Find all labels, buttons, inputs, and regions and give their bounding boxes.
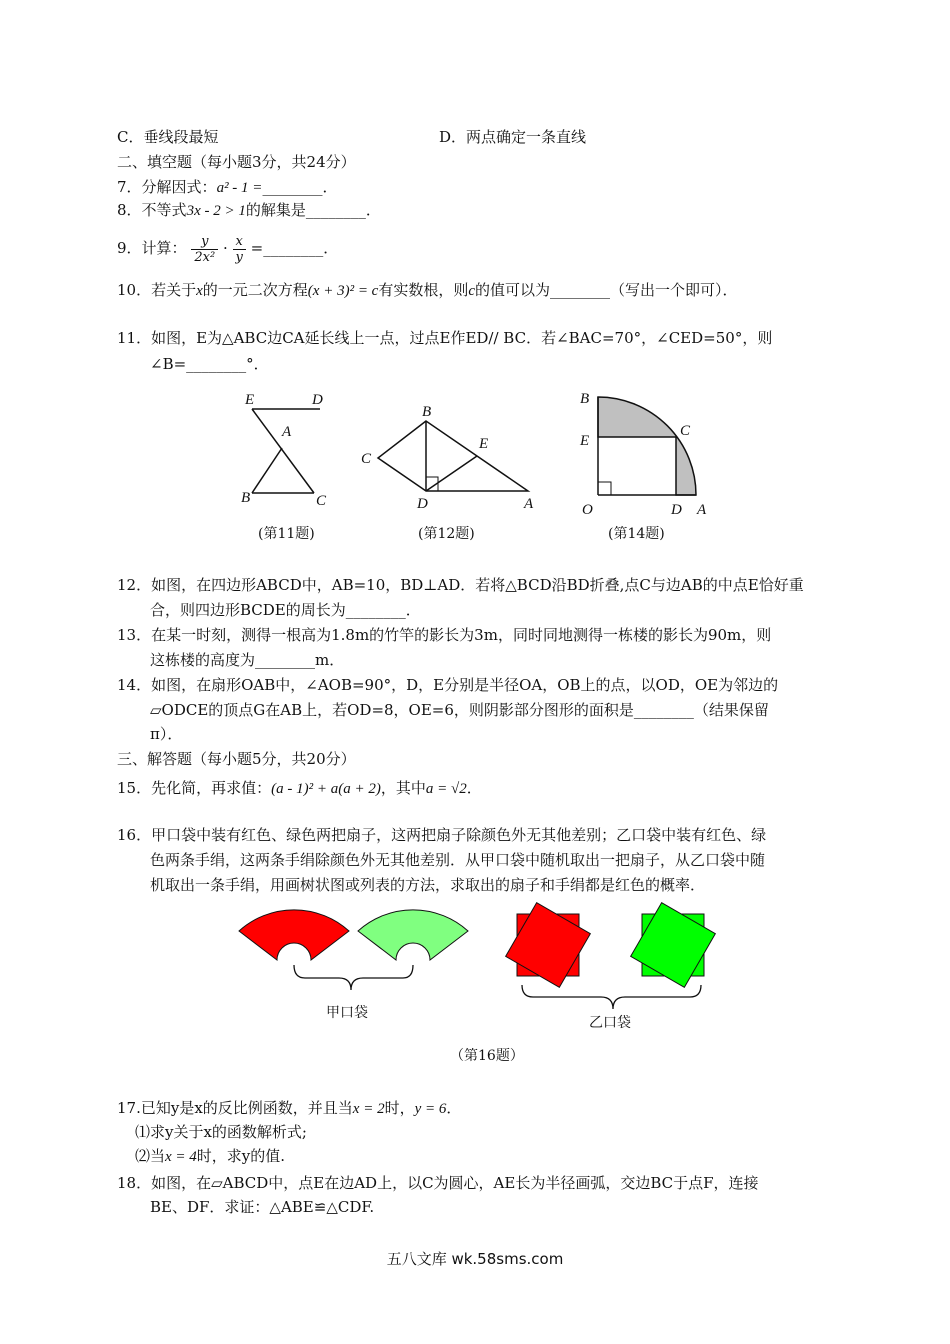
- question-16-line2: 色两条手绢，这两条手绢除颜色外无其他差别．从甲口袋中随机取出一把扇子，从乙口袋中随: [150, 851, 766, 869]
- green-fan: [358, 910, 468, 960]
- label-e: E: [580, 433, 590, 449]
- bag-b-brace: [522, 985, 701, 1009]
- question-10: 10．若关于x的一元二次方程(x + 3)² = c有实数根，则c的值可以为________（写出一个即可）．: [117, 281, 738, 299]
- label-b: B: [580, 391, 590, 407]
- label-c: C: [680, 423, 691, 439]
- question-11: 11．如图，E为△ABC边CA延长线上一点，过点E作ED// BC．若∠BAC=70°，∠CED=50°，则: [117, 329, 773, 347]
- question-13: 13．在某一时刻，测得一根高为1.8m的竹竿的影长为3m，同时同地测得一栋楼的影长为90m，则: [117, 626, 772, 644]
- label-c: C: [361, 451, 372, 467]
- red-fan: [239, 910, 349, 960]
- fraction-y-over-2x2: $\frac{y}{\text{2x²}}$: [191, 234, 218, 265]
- question-17-part1: ⑴求y关于x的函数解析式;: [135, 1123, 307, 1141]
- label-a: A: [282, 424, 292, 440]
- question-17: 17.已知y是x的反比例函数，并且当x = 2时，y = 6．: [117, 1099, 462, 1117]
- question-16-line3: 机取出一条手绢，用画树状图或列表的方法，求取出的扇子和手绢都是红色的概率．: [150, 876, 706, 894]
- label-e: E: [479, 436, 489, 452]
- figure-12-caption: (第12题): [418, 526, 475, 542]
- footer-watermark: 五八文库 wk.58sms.com: [386, 1250, 564, 1268]
- question-14-line2: ▱ODCE的顶点G在AB上，若OD=8，OE=6，则阴影部分图形的面积是________（结果保留: [150, 701, 769, 719]
- question-8: 8．不等式3x - 2 > 1的解集是________．: [117, 201, 381, 219]
- question-12-line2: 合，则四边形BCDE的周长为________．: [150, 601, 421, 619]
- question-14-line3: π）．: [150, 725, 183, 743]
- figure-11: [240, 390, 360, 510]
- fraction-x-over-y: $\frac{x}{y}$: [233, 234, 246, 265]
- figure-11-caption: (第11题): [258, 526, 315, 542]
- label-d: D: [671, 502, 682, 518]
- section3-title: 三、解答题（每小题5分，共20分）: [117, 750, 356, 768]
- section2-title: 二、填空题（每小题3分，共24分）: [117, 153, 356, 171]
- question-7: 7．分解因式：a² - 1 =________．: [117, 178, 338, 196]
- label-b: B: [241, 490, 251, 506]
- bag-a-brace: [294, 965, 413, 990]
- question-9: 9．计算： $\frac{y}{\text{2x²}}$ · $\frac{x}{y}$ =________．: [117, 233, 339, 265]
- question-12: 12．如图，在四边形ABCD中，AB=10，BD⊥AD．若将△BCD沿BD折叠,点C与边AB的中点E恰好重: [117, 576, 804, 594]
- label-d: D: [417, 496, 428, 512]
- figure-16-caption: （第16题）: [450, 1048, 524, 1064]
- figure-14: [578, 388, 718, 518]
- bag-b-label: 乙口袋: [589, 1015, 631, 1031]
- question-18-line2: BE、DF．求证：△ABE≌△CDF.: [150, 1198, 375, 1216]
- label-o: O: [582, 502, 593, 518]
- question-11-line2: ∠B=________°．: [150, 355, 269, 373]
- bag-a-label: 甲口袋: [326, 1005, 368, 1021]
- label-c: C: [316, 493, 327, 509]
- question-17-part2: ⑵当x = 4时，求y的值.: [135, 1147, 286, 1165]
- label-d: D: [312, 392, 323, 408]
- label-a: A: [524, 496, 534, 512]
- label-a: A: [697, 502, 707, 518]
- question-18: 18．如图，在▱ABCD中，点E在边AD上，以C为圆心，AE长为半径画弧，交边BC于点F，连接: [117, 1174, 759, 1192]
- q6-option-c: C．垂线段最短: [117, 128, 219, 146]
- question-15: 15．先化简，再求值：(a - 1)² + a(a + 2)，其中a = √2．: [117, 779, 482, 797]
- question-13-line2: 这栋楼的高度为________m．: [150, 651, 345, 669]
- figure-16: [235, 905, 755, 1025]
- question-14: 14．如图，在扇形OAB中，∠AOB=90°，D，E分别是半径OA，OB上的点，以OD，OE为邻边的: [117, 676, 779, 694]
- label-b: B: [422, 404, 432, 420]
- figure-12: [360, 400, 540, 520]
- question-16: 16．甲口袋中装有红色、绿色两把扇子，这两把扇子除颜色外无其他差别；乙口袋中装有红色、绿: [117, 826, 767, 844]
- q6-option-d: D．两点确定一条直线: [439, 128, 587, 146]
- label-e: E: [245, 392, 255, 408]
- figure-14-caption: (第14题): [608, 526, 665, 542]
